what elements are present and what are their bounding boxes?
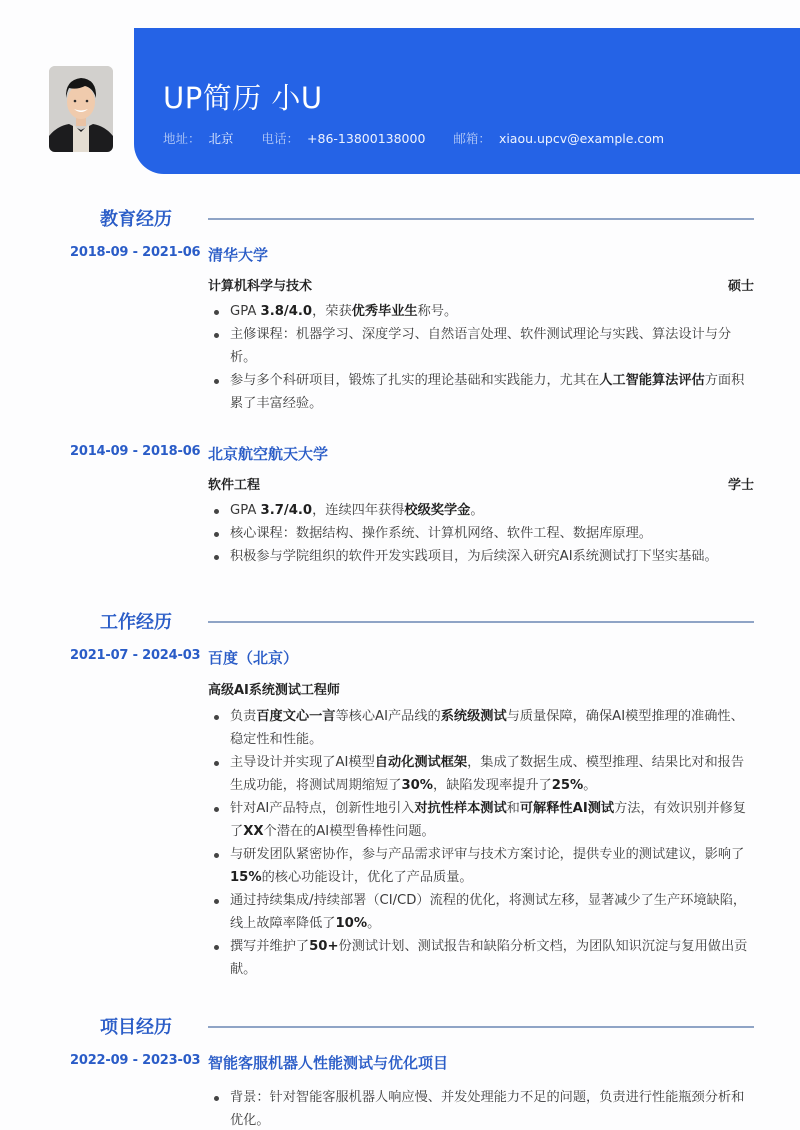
bullet-item: 参与多个科研项目，锻炼了扎实的理论基础和实践能力，尤其在人工智能算法评估方面积累了丰富经验。 <box>208 369 756 415</box>
avatar <box>49 66 113 152</box>
project-date: 2022-09 - 2023-03 <box>70 1053 201 1068</box>
contact-info <box>163 129 692 147</box>
phone-label: 电话： <box>261 131 300 146</box>
education-subheader <box>208 474 754 493</box>
bullet-item: 撰写并维护了50+份测试计划、测试报告和缺陷分析文档，为团队知识沉淀与复用做出贡献。 <box>208 935 756 981</box>
school-name: 北京航空航天大学 <box>208 445 329 463</box>
education-date: 2018-09 - 2021-06 <box>70 245 201 260</box>
bullet-item: 与研发团队紧密协作，参与产品需求评审与技术方案讨论，提供专业的测试建议，影响了15%的核心功能设计，优化了产品质量。 <box>208 843 756 889</box>
degree: 学士 <box>727 478 754 493</box>
contact-phone <box>262 129 426 147</box>
bullet-item: 通过持续集成/持续部署（CI/CD）流程的优化，将测试左移，显著减少了生产环境缺陷，线上故障率降低了10%。 <box>208 889 756 935</box>
bullet-item: 背景：针对智能客服机器人响应慢、并发处理能力不足的问题，负责进行性能瓶颈分析和优化。 <box>208 1086 756 1130</box>
work-date: 2021-07 - 2024-03 <box>70 648 201 663</box>
major: 软件工程 <box>208 478 261 493</box>
degree: 硕士 <box>727 279 754 294</box>
school-name: 清华大学 <box>208 246 269 264</box>
work-bullets <box>208 705 756 981</box>
work-subheader <box>208 679 754 698</box>
education-date: 2014-09 - 2018-06 <box>70 444 201 459</box>
education-subheader <box>208 275 754 294</box>
bullet-item: GPA 3.8/4.0，荣获优秀毕业生称号。 <box>208 300 756 323</box>
contact-email <box>453 129 664 147</box>
address-label: 地址： <box>163 131 201 146</box>
bullet-item: 主修课程：机器学习、深度学习、自然语言处理、软件测试理论与实践、算法设计与分析。 <box>208 323 756 369</box>
company-name: 百度（北京） <box>208 649 299 667</box>
section-title-education: 教育经历 <box>100 209 172 230</box>
bullet-item: 核心课程：数据结构、操作系统、计算机网络、软件工程、数据库原理。 <box>208 522 756 545</box>
bullet-item: 主导设计并实现了AI模型自动化测试框架，集成了数据生成、模型推理、结果比对和报告生成功能，将测试周期缩短了30%，缺陷发现率提升了25%。 <box>208 751 756 797</box>
address-value: 北京 <box>208 131 234 146</box>
section-divider <box>208 1026 754 1028</box>
project-bullets <box>208 1086 756 1130</box>
major: 计算机科学与技术 <box>208 279 313 294</box>
avatar-photo-icon <box>49 66 113 152</box>
education-bullets <box>208 499 756 568</box>
contact-address <box>163 129 234 147</box>
section-title-projects: 项目经历 <box>100 1017 172 1038</box>
email-value[interactable]: xiaou.upcv@example.com <box>498 130 665 146</box>
section-title-work: 工作经历 <box>100 612 172 633</box>
phone-value[interactable]: +86-13800138000 <box>307 130 426 146</box>
bullet-item: 负责百度文心一言等核心AI产品线的系统级测试与质量保障，确保AI模型推理的准确性、稳定性和性能。 <box>208 705 756 751</box>
project-name: 智能客服机器人性能测试与优化项目 <box>208 1054 449 1072</box>
bullet-item: 针对AI产品特点，创新性地引入对抗性样本测试和可解释性AI测试方法，有效识别并修复了XX个潜在的AI模型鲁棒性问题。 <box>208 797 756 843</box>
section-divider <box>208 621 754 623</box>
education-bullets <box>208 300 756 415</box>
bullet-item: 积极参与学院组织的软件开发实践项目，为后续深入研究AI系统测试打下坚实基础。 <box>208 545 756 568</box>
candidate-name: UP简历 小U <box>163 81 323 115</box>
section-divider <box>208 218 754 220</box>
job-role: 高级AI系统测试工程师 <box>208 683 340 698</box>
bullet-item: GPA 3.7/4.0，连续四年获得校级奖学金。 <box>208 499 756 522</box>
email-label: 邮箱： <box>453 131 491 146</box>
